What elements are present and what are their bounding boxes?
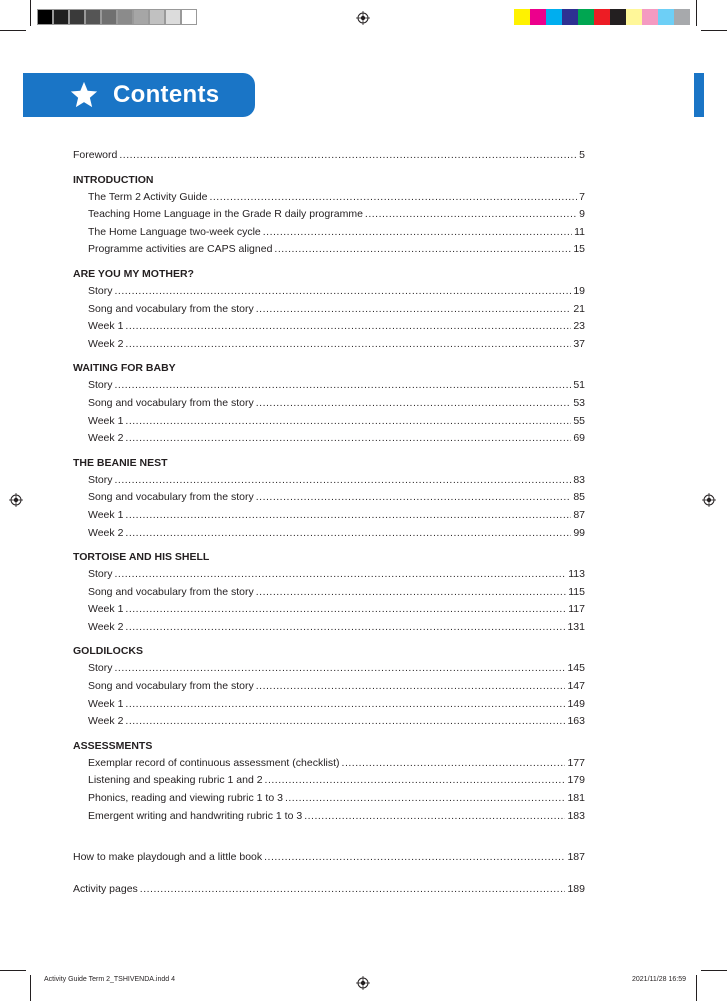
- dot-leader: [265, 772, 566, 790]
- toc-page-number: 131: [567, 620, 585, 633]
- toc-entry-label: Week 2: [88, 715, 124, 728]
- toc-entry-label: Week 1: [88, 603, 124, 616]
- toc-entry[interactable]: [73, 755, 585, 773]
- dot-leader: [256, 584, 566, 602]
- toc-entry-label: Week 1: [88, 508, 124, 521]
- dot-leader: [125, 430, 571, 448]
- crop-mark: [696, 975, 697, 1001]
- color-swatch: [133, 9, 149, 25]
- toc-entry-label: Story: [88, 568, 113, 581]
- toc-entry[interactable]: [73, 507, 585, 525]
- toc-page-number: 183: [567, 809, 585, 822]
- color-swatch: [658, 9, 674, 25]
- registration-mark-icon: [356, 976, 370, 990]
- crop-mark: [30, 0, 31, 26]
- toc-entry-label: Story: [88, 284, 113, 297]
- toc-entry-label: Story: [88, 379, 113, 392]
- color-swatch: [530, 9, 546, 25]
- dot-leader: [125, 525, 571, 543]
- toc-page-number: 19: [573, 284, 585, 297]
- color-swatch: [610, 9, 626, 25]
- table-of-contents: [73, 147, 585, 898]
- toc-entry-label: Phonics, reading and viewing rubric 1 to 3: [88, 792, 283, 805]
- toc-entry-label: Week 2: [88, 620, 124, 633]
- dot-leader: [125, 713, 565, 731]
- toc-page-number: 37: [573, 337, 585, 350]
- toc-entry[interactable]: [73, 566, 585, 584]
- toc-entry[interactable]: [73, 790, 585, 808]
- dot-leader: [304, 808, 565, 826]
- dot-leader: [125, 696, 565, 714]
- toc-entry[interactable]: [73, 206, 585, 224]
- toc-entry-label: Song and vocabulary from the story: [88, 585, 254, 598]
- toc-entry-label: Foreword: [73, 149, 118, 161]
- toc-entry[interactable]: [73, 525, 585, 543]
- toc-entry-label: Week 2: [88, 432, 124, 445]
- toc-page-number: 23: [573, 320, 585, 333]
- footer-timestamp: 2021/11/28 16:59: [632, 976, 686, 983]
- dot-leader: [264, 849, 565, 867]
- color-swatch: [562, 9, 578, 25]
- toc-entry[interactable]: [73, 619, 585, 637]
- color-swatch: [626, 9, 642, 25]
- color-swatch: [101, 9, 117, 25]
- crop-mark: [0, 30, 26, 31]
- dot-leader: [125, 413, 571, 431]
- color-swatch: [546, 9, 562, 25]
- toc-entry[interactable]: [73, 224, 585, 242]
- crop-mark: [701, 970, 727, 971]
- toc-entry[interactable]: [73, 472, 585, 490]
- toc-page-number: 9: [579, 208, 585, 221]
- dot-leader: [125, 619, 565, 637]
- toc-page-number: 149: [567, 697, 585, 710]
- contents-header-banner: [23, 73, 255, 117]
- registration-mark-icon: [9, 493, 23, 507]
- toc-page-number: 113: [568, 568, 585, 581]
- toc-page-number: 181: [567, 792, 585, 805]
- toc-entry[interactable]: [73, 713, 585, 731]
- toc-page-number: 5: [579, 149, 585, 161]
- toc-page-number: 147: [567, 680, 585, 693]
- toc-page-number: 187: [567, 851, 585, 864]
- color-swatch: [53, 9, 69, 25]
- dot-leader: [140, 881, 566, 899]
- dot-leader: [115, 283, 572, 301]
- toc-section-heading: ARE YOU MY MOTHER?: [73, 267, 194, 280]
- toc-entry-label: Story: [88, 473, 113, 486]
- footer-file-name: Activity Guide Term 2_TSHIVENDA.indd 4: [44, 976, 175, 983]
- dot-leader: [115, 377, 572, 395]
- toc-entry-label: Song and vocabulary from the story: [88, 396, 254, 409]
- toc-page-number: 53: [573, 396, 585, 409]
- toc-entry[interactable]: [73, 189, 585, 207]
- toc-entry-label: Emergent writing and handwriting rubric 1 to 3: [88, 809, 303, 822]
- toc-page-number: 163: [567, 715, 585, 728]
- toc-page-number: 83: [573, 473, 585, 486]
- dot-leader: [209, 189, 577, 207]
- toc-entry[interactable]: [73, 772, 585, 790]
- toc-section-heading: THE BEANIE NEST: [73, 456, 168, 469]
- side-tab-marker: [694, 73, 704, 117]
- dot-leader: [125, 507, 571, 525]
- toc-entry-label: Activity pages: [73, 882, 138, 895]
- dot-leader: [115, 566, 567, 584]
- star-icon: [69, 80, 99, 110]
- toc-entry[interactable]: [73, 336, 585, 354]
- crop-mark: [696, 0, 697, 26]
- toc-page-number: 15: [573, 243, 585, 256]
- color-swatch: [37, 9, 53, 25]
- toc-entry-label: Week 1: [88, 414, 124, 427]
- toc-entry-activity-pages[interactable]: [73, 881, 585, 899]
- dot-leader: [365, 206, 577, 224]
- dot-leader: [256, 301, 572, 319]
- dot-leader: [115, 660, 566, 678]
- page-title: Contents: [113, 81, 220, 108]
- toc-section-heading: TORTOISE AND HIS SHELL: [73, 551, 210, 564]
- toc-page-number: 99: [573, 526, 585, 539]
- color-swatch: [642, 9, 658, 25]
- toc-entry-foreword[interactable]: [73, 147, 585, 165]
- toc-entry-label: Song and vocabulary from the story: [88, 680, 254, 693]
- color-swatch: [674, 9, 690, 25]
- toc-entry[interactable]: [73, 413, 585, 431]
- crop-mark: [0, 970, 26, 971]
- color-swatch: [149, 9, 165, 25]
- color-swatch: [578, 9, 594, 25]
- toc-entry-playdough[interactable]: [73, 849, 585, 867]
- toc-page-number: 117: [568, 603, 585, 616]
- toc-entry[interactable]: [73, 808, 585, 826]
- toc-page-number: 11: [574, 225, 585, 238]
- toc-entry[interactable]: [73, 377, 585, 395]
- toc-entry[interactable]: [73, 489, 585, 507]
- dot-leader: [115, 472, 572, 490]
- toc-section-heading: ASSESSMENTS: [73, 739, 153, 752]
- toc-entry-label: The Term 2 Activity Guide: [88, 190, 208, 203]
- toc-entry[interactable]: [73, 241, 585, 259]
- toc-entry-label: Exemplar record of continuous assessment (checklist): [88, 756, 340, 769]
- color-swatch: [181, 9, 197, 25]
- color-swatch: [514, 9, 530, 25]
- toc-section-heading: INTRODUCTION: [73, 173, 154, 186]
- toc-entry-label: Song and vocabulary from the story: [88, 302, 254, 315]
- toc-entry[interactable]: [73, 301, 585, 319]
- dot-leader: [119, 147, 577, 165]
- cmyk-color-bar: [514, 9, 690, 25]
- toc-page-number: 87: [573, 508, 585, 521]
- grayscale-color-bar: [37, 9, 197, 25]
- color-swatch: [594, 9, 610, 25]
- toc-entry-label: Story: [88, 662, 113, 675]
- toc-page-number: 177: [567, 756, 585, 769]
- toc-section-heading: WAITING FOR BABY: [73, 362, 176, 375]
- toc-entry-label: Programme activities are CAPS aligned: [88, 243, 273, 256]
- toc-entry-label: Week 1: [88, 320, 124, 333]
- toc-entry-label: Week 2: [88, 337, 124, 350]
- toc-page-number: 145: [567, 662, 585, 675]
- toc-entry-label: Week 1: [88, 697, 124, 710]
- dot-leader: [256, 395, 572, 413]
- toc-section-heading: GOLDILOCKS: [73, 645, 143, 658]
- dot-leader: [285, 790, 566, 808]
- toc-entry-label: Teaching Home Language in the Grade R daily programme: [88, 208, 363, 221]
- crop-mark: [30, 975, 31, 1001]
- toc-page-number: 85: [573, 491, 585, 504]
- toc-entry[interactable]: [73, 601, 585, 619]
- toc-entry[interactable]: [73, 696, 585, 714]
- toc-entry[interactable]: [73, 395, 585, 413]
- crop-mark: [701, 30, 727, 31]
- toc-entry-label: The Home Language two-week cycle: [88, 225, 261, 238]
- toc-entry[interactable]: [73, 660, 585, 678]
- color-swatch: [165, 9, 181, 25]
- toc-entry[interactable]: [73, 318, 585, 336]
- dot-leader: [256, 489, 572, 507]
- toc-page-number: 21: [573, 302, 585, 315]
- toc-entry-label: Song and vocabulary from the story: [88, 491, 254, 504]
- toc-entry-label: How to make playdough and a little book: [73, 851, 263, 864]
- dot-leader: [342, 755, 566, 773]
- dot-leader: [263, 224, 572, 242]
- toc-page-number: 189: [567, 882, 585, 895]
- dot-leader: [125, 336, 571, 354]
- registration-mark-icon: [356, 11, 370, 25]
- color-swatch: [69, 9, 85, 25]
- toc-entry[interactable]: [73, 584, 585, 602]
- toc-entry[interactable]: [73, 678, 585, 696]
- dot-leader: [274, 241, 571, 259]
- dot-leader: [256, 678, 566, 696]
- toc-entry[interactable]: [73, 430, 585, 448]
- toc-page-number: 115: [568, 585, 585, 598]
- toc-entry-label: Listening and speaking rubric 1 and 2: [88, 774, 263, 787]
- toc-page-number: 69: [573, 432, 585, 445]
- toc-sections: [73, 171, 585, 826]
- toc-page-number: 7: [579, 190, 585, 203]
- color-swatch: [85, 9, 101, 25]
- toc-entry[interactable]: [73, 283, 585, 301]
- toc-page-number: 179: [567, 774, 585, 787]
- registration-mark-icon: [702, 493, 716, 507]
- toc-page-number: 51: [573, 379, 585, 392]
- color-swatch: [117, 9, 133, 25]
- toc-page-number: 55: [573, 414, 585, 427]
- dot-leader: [125, 318, 571, 336]
- dot-leader: [125, 601, 566, 619]
- toc-entry-label: Week 2: [88, 526, 124, 539]
